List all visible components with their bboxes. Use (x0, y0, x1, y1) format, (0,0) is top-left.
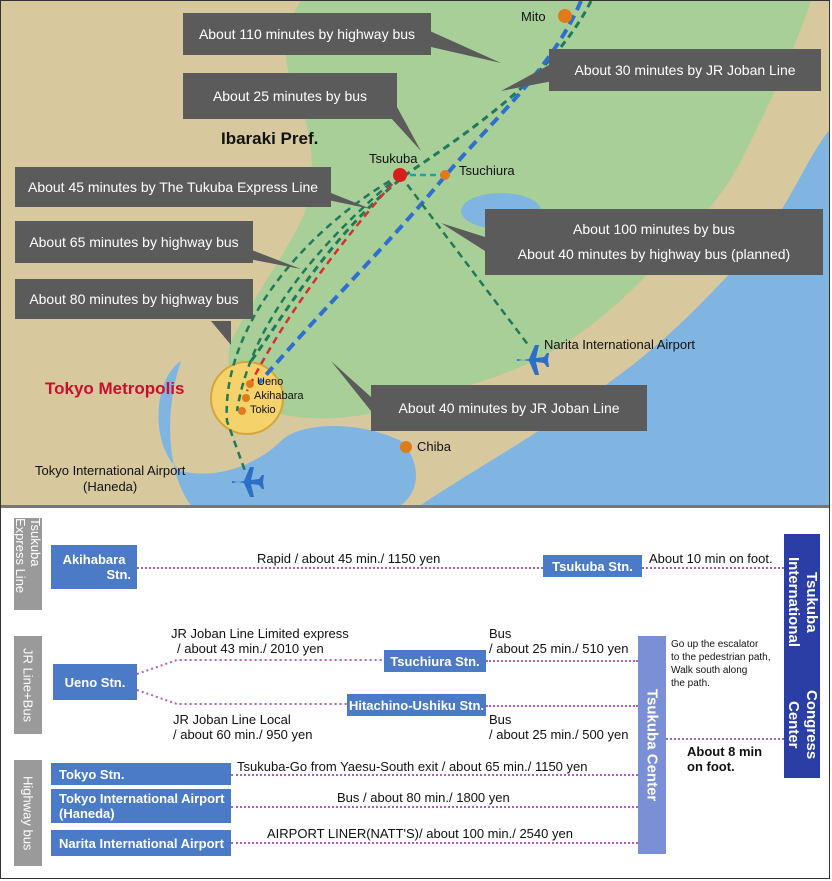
label-mito: Mito (521, 9, 546, 24)
connector-hwy-3 (231, 842, 638, 844)
callout-highway-bus-80: About 80 minutes by highway bus (15, 279, 253, 319)
text-walk-8-line1: About 8 min (687, 744, 763, 759)
congress-line1: Tsukuba International (785, 557, 820, 648)
text-walk-8-line2: on foot. (687, 759, 735, 774)
station-haneda-line1: Tokyo International Airport (59, 791, 225, 806)
callout-highway-bus-110: About 110 minutes by highway bus (183, 13, 431, 55)
station-tsukuba: Tsukuba Stn. (543, 555, 642, 577)
text-escalator-line1: Go up the escalator (671, 639, 759, 650)
connector-jr-1 (486, 660, 638, 662)
callout-joban-30: About 30 minutes by JR Joban Line (549, 49, 821, 91)
connector-tx-1 (137, 567, 543, 569)
label-tokio: Tokio (250, 404, 276, 416)
callout-highway-bus-65: About 65 minutes by highway bus (15, 221, 253, 263)
text-tsukuba-go: Tsukuba-Go from Yaesu-South exit / about 65 min./ 1150 yen (237, 759, 588, 774)
callout-tx-45: About 45 minutes by The Tukuba Express Line (15, 167, 331, 207)
text-limited-express (171, 626, 349, 656)
text-local-line2: / about 60 min./ 950 yen (173, 727, 313, 742)
callout-joban-40: About 40 minutes by JR Joban Line (371, 385, 647, 431)
label-tsuchiura: Tsuchiura (459, 163, 515, 178)
text-rapid: Rapid / about 45 min./ 1150 yen (257, 551, 441, 566)
station-haneda-line2: (Haneda) (59, 806, 115, 821)
congress-line2: Congress Center (785, 689, 820, 760)
group-jr-line-bus: JR Line+Bus (14, 636, 42, 734)
text-bus-500-line1: Bus (489, 712, 512, 727)
station-tokyo: Tokyo Stn. (51, 763, 231, 785)
route-table (1, 508, 829, 878)
label-ueno: Ueno (257, 376, 284, 388)
label-ibaraki: Ibaraki Pref. (221, 129, 319, 148)
access-map (1, 1, 829, 505)
text-bus-510-line1: Bus (489, 626, 512, 641)
connector-tx-2 (642, 567, 784, 569)
label-haneda-line1: Tokyo International Airport (35, 463, 186, 478)
text-airport-liner: AIRPORT LINER(NATT'S)/ about 100 min./ 2540 yen (267, 826, 573, 841)
text-limited-express-line2: / about 43 min./ 2010 yen (177, 641, 324, 656)
label-haneda-line2: (Haneda) (83, 479, 138, 494)
label-tsukuba: Tsukuba (369, 151, 418, 166)
label-tokyo-metropolis: Tokyo Metropolis (45, 379, 185, 398)
label-narita: Narita International Airport (544, 337, 696, 352)
connector-hwy-2 (231, 806, 638, 808)
label-haneda (35, 463, 185, 495)
connector-hwy-1 (231, 774, 638, 776)
callout-bus-100 (485, 209, 823, 275)
station-akihabara (51, 545, 137, 589)
text-bus-500 (489, 712, 628, 742)
label-akihabara: Akihabara (254, 390, 304, 402)
station-akihabara-line1: Akihabara (62, 552, 126, 567)
mito-marker (558, 9, 572, 23)
station-akihabara-line2: Stn. (106, 567, 131, 582)
text-escalator (671, 638, 771, 690)
tsuchiura-marker (440, 170, 450, 180)
station-hitachino-ushiku: Hitachino-Ushiku Stn. (347, 694, 486, 716)
callout-bus-25: About 25 minutes by bus (183, 73, 397, 119)
text-bus-510 (489, 626, 628, 656)
group-highway-bus: Highway bus (14, 760, 42, 866)
text-escalator-line4: the path. (671, 678, 710, 689)
station-narita: Narita International Airport (51, 830, 231, 856)
station-ueno: Ueno Stn. (53, 664, 137, 700)
connector-center-congress (666, 738, 784, 740)
tsukuba-center: Tsukuba Center (638, 636, 666, 854)
text-bus-80: Bus / about 80 min./ 1800 yen (337, 790, 510, 805)
station-tsuchiura: Tsuchiura Stn. (384, 650, 486, 672)
text-walk-10: About 10 min on foot. (649, 551, 773, 566)
tsukuba-marker (393, 168, 407, 182)
tsukuba-international-congress-center (784, 534, 820, 778)
text-walk-8 (687, 744, 762, 774)
text-limited-express-line1: JR Joban Line Limited express (171, 626, 349, 641)
text-local (173, 712, 312, 742)
station-haneda (51, 789, 231, 823)
text-escalator-line2: to the pedestrian path, (671, 652, 771, 663)
text-bus-510-line2: / about 25 min./ 510 yen (489, 641, 629, 656)
group-tsukuba-express: Tsukuba Express Line (14, 518, 42, 610)
text-bus-500-line2: / about 25 min./ 500 yen (489, 727, 629, 742)
text-local-line1: JR Joban Line Local (173, 712, 291, 727)
label-chiba: Chiba (417, 439, 451, 454)
chiba-marker (400, 441, 412, 453)
callout-bus-100-line1: About 100 minutes by bus (573, 221, 735, 237)
callout-bus-100-line2: About 40 minutes by highway bus (planned) (517, 246, 791, 262)
connector-jr-2 (486, 705, 638, 707)
text-escalator-line3: Walk south along (671, 665, 748, 676)
